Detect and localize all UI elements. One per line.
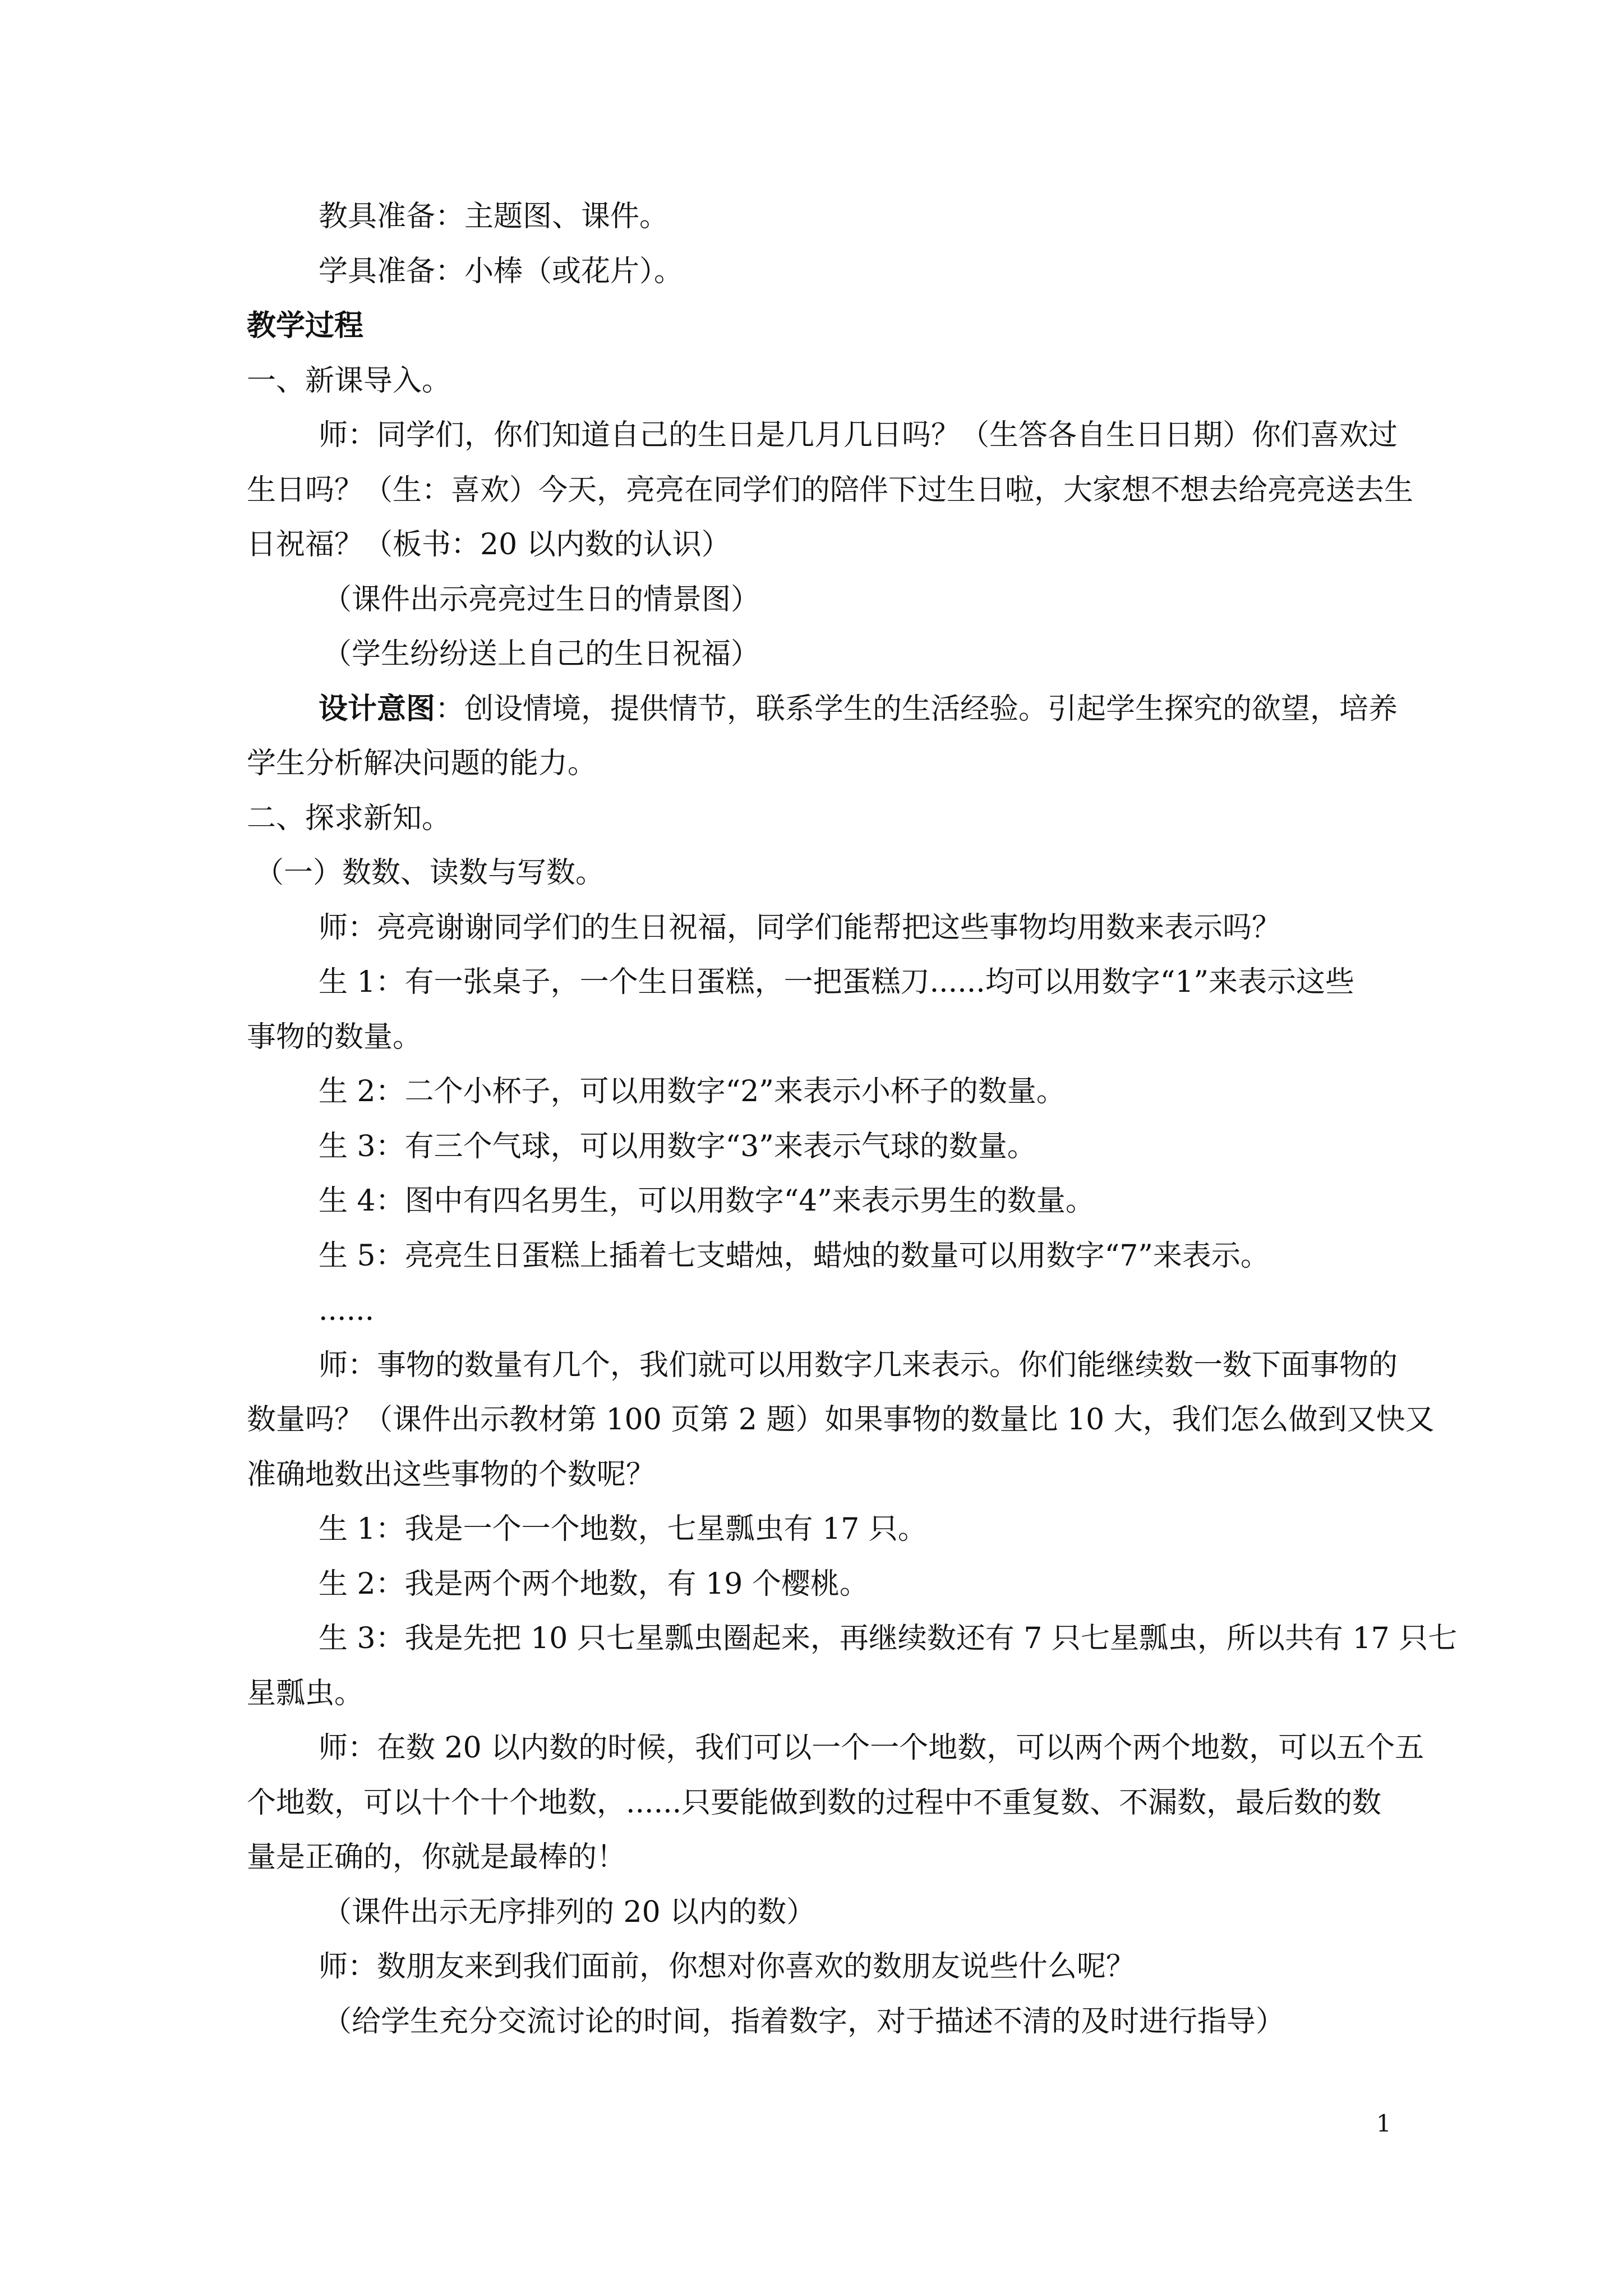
page-number: 1	[1376, 2110, 1391, 2137]
text-line: 生 3：有三个气球，可以用数字“3”来表示气球的数量。	[319, 1130, 1036, 1163]
text-line: 一、新课导入。	[247, 364, 451, 398]
text-line: （学生纷纷送上自己的生日祝福）	[322, 637, 760, 671]
text-line: （课件出示无序排列的 20 以内的数）	[322, 1895, 816, 1929]
text-line: 生 1：有一张桌子，一个生日蛋糕，一把蛋糕刀......均可以用数字“1”来表示这些	[319, 965, 1355, 999]
text-line: 生 3：我是先把 10 只七星瓢虫圈起来，再继续数还有 7 只七星瓢虫，所以共有 17 只七	[319, 1622, 1458, 1655]
text-line: 生 2：二个小杯子，可以用数字“2”来表示小杯子的数量。	[319, 1075, 1066, 1108]
text-line: ......	[319, 1294, 375, 1327]
design-intent-text: ：创设情境，提供情节，联系学生的生活经验。引起学生探究的欲望，培养	[435, 692, 1398, 726]
text-line: 二、探求新知。	[247, 802, 451, 835]
text-line: 师：亮亮谢谢同学们的生日祝福，同学们能帮把这些事物均用数来表示吗？	[319, 911, 1281, 945]
text-line: （课件出示亮亮过生日的情景图）	[322, 583, 760, 616]
text-line: 生日吗？（生：喜欢）今天，亮亮在同学们的陪伴下过生日啦，大家想不想去给亮亮送去生	[247, 473, 1414, 507]
text-line: 数量吗？（课件出示教材第 100 页第 2 题）如果事物的数量比 10 大，我们怎么做到又快又	[247, 1403, 1435, 1437]
text-line: 准确地数出这些事物的个数呢？	[247, 1458, 656, 1492]
text-line: 生 5：亮亮生日蛋糕上插着七支蜡烛，蜡烛的数量可以用数字“7”来表示。	[319, 1239, 1270, 1273]
text-line: 师：数朋友来到我们面前，你想对你喜欢的数朋友说些什么呢？	[319, 1950, 1136, 1984]
text-line: 学生分析解决问题的能力。	[247, 747, 597, 780]
text-line: 日祝福？（板书：20 以内数的认识）	[247, 528, 731, 562]
text-line: 师：在数 20 以内数的时候，我们可以一个一个地数，可以两个两个地数，可以五个五	[319, 1731, 1424, 1765]
text-line: 学具准备：小棒（或花片）。	[319, 255, 684, 288]
text-line: 生 4：图中有四名男生，可以用数字“4”来表示男生的数量。	[319, 1184, 1095, 1218]
text-line: 生 1：我是一个一个地数，七星瓢虫有 17 只。	[319, 1512, 927, 1546]
text-line: 量是正确的，你就是最棒的！	[247, 1841, 626, 1874]
text-line: 生 2：我是两个两个地数，有 19 个樱桃。	[319, 1567, 869, 1601]
text-line: 教具准备：主题图、课件。	[319, 200, 669, 233]
text-line: 事物的数量。	[247, 1020, 422, 1054]
section-heading: 教学过程	[247, 309, 364, 343]
text-line: （给学生充分交流讨论的时间，指着数字，对于描述不清的及时进行指导）	[322, 2005, 1285, 2039]
text-line: 星瓢虫。	[247, 1677, 364, 1710]
text-line: 师：同学们，你们知道自己的生日是几月几日吗？（生答各自生日日期）你们喜欢过	[319, 418, 1398, 452]
design-intent-label: 设计意图	[319, 692, 436, 726]
text-line: （一）数数、读数与写数。	[255, 856, 605, 890]
text-line: 师：事物的数量有几个，我们就可以用数字几来表示。你们能继续数一数下面事物的	[319, 1349, 1398, 1382]
design-intent-line	[319, 689, 1398, 729]
text-line: 个地数，可以十个十个地数，......只要能做到数的过程中不重复数、不漏数，最后数的数	[247, 1786, 1382, 1820]
